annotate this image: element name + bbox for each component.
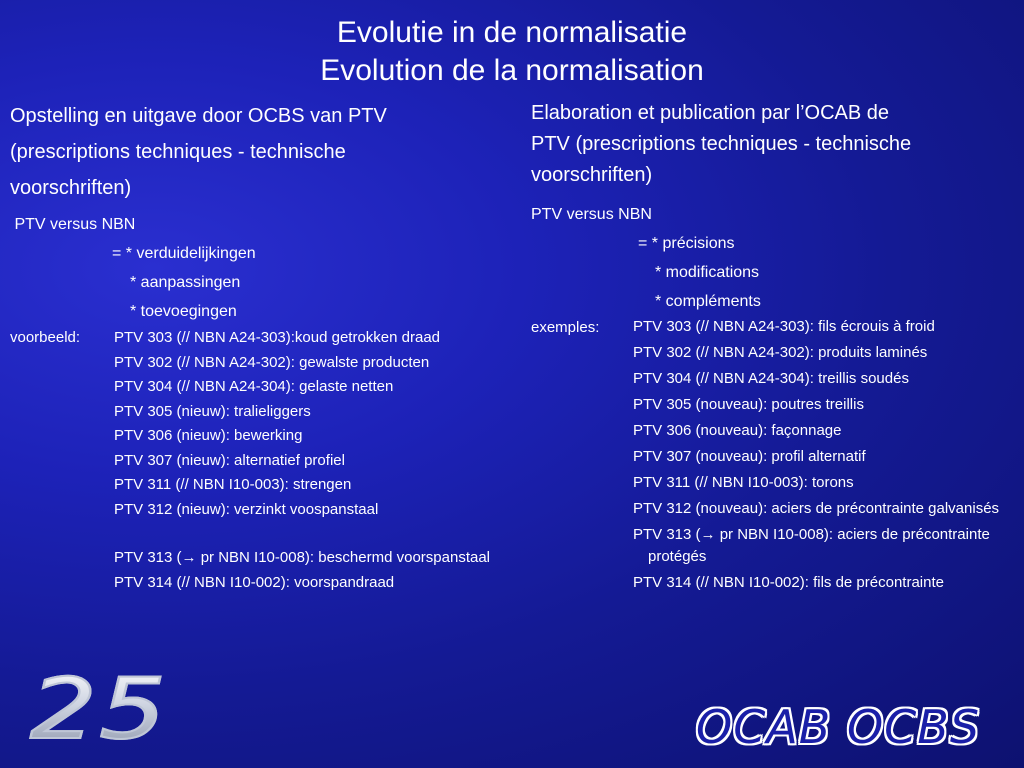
french-sub-item: = * précisions: [638, 235, 735, 252]
title-line-dutch: Evolutie in de normalisatie: [336, 16, 688, 49]
french-intro-line: Elaboration et publication par l’OCAB de: [531, 102, 889, 124]
french-example-item: PTV 305 (nouveau): poutres treillis: [633, 396, 864, 413]
dutch-sub-item: = * verduidelijkingen: [112, 245, 256, 262]
french-intro-line: PTV (prescriptions techniques - technische: [531, 133, 912, 155]
ocab-ocbs-logo: OCAB OCBS: [696, 700, 981, 754]
dutch-example-item: PTV 313 (→ pr NBN I10-008): beschermd voorspanstaal: [114, 549, 491, 566]
dutch-example-item: PTV 303 (// NBN A24-303):koud getrokken draad: [114, 329, 441, 346]
dutch-comparison: [10, 210, 510, 326]
french-comparison: [531, 200, 1016, 316]
dutch-example-item: PTV 305 (nieuw): tralieliggers: [114, 402, 311, 420]
dutch-intro-line: Opstelling en uitgave door OCBS van PTV: [10, 105, 387, 127]
dutch-example-item: PTV 311 (// NBN I10-003): strengen: [114, 476, 352, 493]
dutch-intro-line: (prescriptions techniques - technische: [10, 141, 346, 163]
dutch-sub-item: * aanpassingen: [130, 274, 241, 291]
french-examples-label: exemples:: [531, 319, 600, 336]
dutch-example-item: PTV 314 (// NBN I10-002): voorspandraad: [114, 573, 395, 591]
french-example-item: PTV 314 (// NBN I10-002): fils de précontrainte: [633, 574, 944, 591]
dutch-examples: [10, 326, 510, 595]
dutch-example-item: PTV 302 (// NBN A24-302): gewalste producten: [114, 353, 430, 371]
french-sub-item: * compléments: [655, 293, 761, 310]
dutch-sub-item: * toevoegingen: [130, 303, 237, 320]
dutch-ptv-versus-nbn: PTV versus NBN: [10, 216, 136, 233]
dutch-example-item: PTV 304 (// NBN A24-304): gelaste netten: [114, 378, 394, 395]
dutch-example-item: PTV 307 (nieuw): alternatief profiel: [114, 451, 345, 469]
dutch-intro: [10, 98, 510, 206]
dutch-column: [10, 98, 510, 595]
french-intro: [531, 98, 1016, 191]
french-example-item: PTV 302 (// NBN A24-302): produits laminés: [633, 344, 928, 361]
slide-title: [0, 14, 1024, 90]
french-examples-list: [633, 316, 1016, 594]
french-example-item: PTV 311 (// NBN I10-003): torons: [633, 474, 854, 491]
french-example-item: PTV 307 (nouveau): profil alternatif: [633, 448, 866, 465]
title-line-french: Evolution de la normalisation: [320, 54, 704, 87]
dutch-examples-label: voorbeeld:: [10, 329, 81, 346]
french-example-item: PTV 306 (nouveau): façonnage: [633, 422, 842, 439]
dutch-example-item: PTV 306 (nieuw): bewerking: [114, 427, 303, 444]
french-example-item: PTV 303 (// NBN A24-303): fils écrouis à froid: [633, 318, 935, 335]
french-column: [531, 98, 1016, 598]
dutch-intro-line: voorschriften): [10, 177, 132, 199]
french-example-item: PTV 313 (→ pr NBN I10-008): aciers de précontrainte protégés: [633, 526, 990, 565]
dutch-example-item: PTV 312 (nieuw): verzinkt voospanstaal: [114, 500, 379, 518]
french-examples: [531, 316, 1016, 594]
french-intro-line: voorschriften): [531, 164, 653, 186]
french-example-item: PTV 304 (// NBN A24-304): treillis soudés: [633, 370, 909, 387]
french-ptv-versus-nbn: PTV versus NBN: [531, 206, 652, 223]
french-sub-item: * modifications: [655, 264, 760, 281]
french-example-item: PTV 312 (nouveau): aciers de précontrainte galvanisés: [633, 500, 1000, 517]
slide-number: 25: [30, 660, 169, 758]
dutch-examples-list: [114, 326, 510, 595]
